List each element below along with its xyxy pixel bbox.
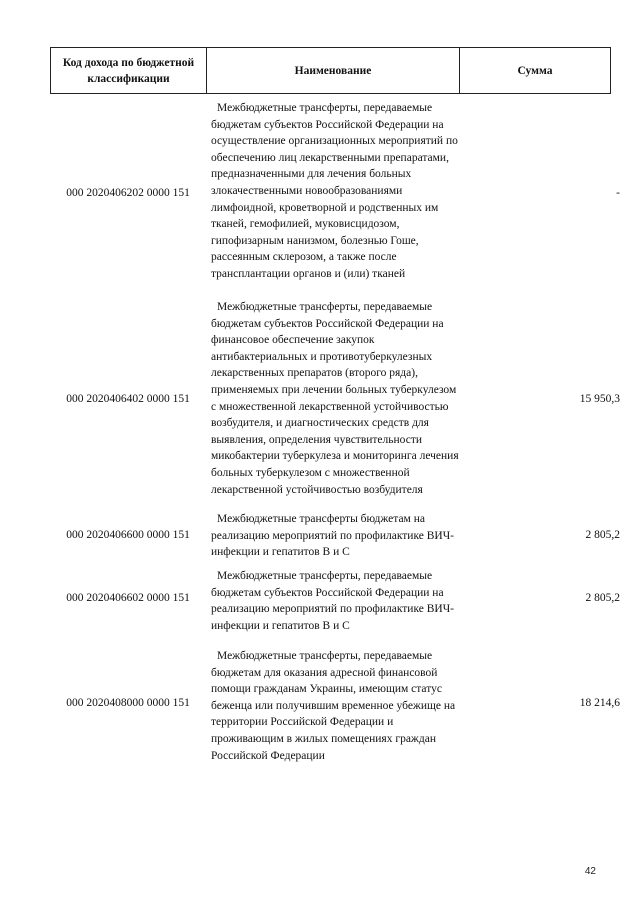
row-code: 000 2020406602 0000 151 bbox=[66, 592, 190, 604]
table-header bbox=[50, 47, 611, 94]
row-code: 000 2020406202 0000 151 bbox=[66, 187, 190, 199]
row-name: Межбюджетные трансферты, передаваемые бюджетам субъектов Российской Федерации на реализацию мероприятий по профилактике ВИЧ-инфекции и гепатитов В и С bbox=[211, 570, 455, 632]
row-name: Межбюджетные трансферты, передаваемые бюджетам для оказания адресной финансовой помощи гражданам Украины, имеющим статус беженца или получившим временное убежище на территории Российской Федерации и проживающим в жилых помещениях граждан Российской Федерации bbox=[211, 650, 456, 762]
row-name: Межбюджетные трансферты, передаваемые бюджетам субъектов Российской Федерации на осуществление организационных мероприятий по обеспечению лиц лекарственными препаратами, предназначенными для лечения больных злокачественными новообразованиями лимфоидной, кроветворной и родственных им тканей, гемофилией, муковисцидозом, гипофизарным нанизмом, болезнью Гоше, рассеянным склерозом, а также после трансплантации органов и (или) тканей bbox=[211, 102, 458, 280]
row-sum: 18 214,6 bbox=[579, 697, 620, 709]
row-sum: 2 805,2 bbox=[585, 529, 620, 541]
row-sum: 15 950,3 bbox=[579, 393, 620, 405]
header-sum-column: Сумма bbox=[517, 64, 553, 77]
row-sum: - bbox=[616, 187, 620, 199]
row-code: 000 2020406600 0000 151 bbox=[66, 529, 190, 541]
row-code: 000 2020408000 0000 151 bbox=[66, 697, 190, 709]
header-code-column: Код дохода по бюджетной классификации bbox=[51, 48, 207, 93]
page-number: 42 bbox=[584, 866, 596, 877]
row-code: 000 2020406402 0000 151 bbox=[66, 393, 190, 405]
row-name: Межбюджетные трансферты, передаваемые бюджетам субъектов Российской Федерации на финансовое обеспечение закупок антибактериальных и противотуберкулезных лекарственных препаратов (второго ряда), применяемых при лечении больных туберкулезом с множественной лекарственной устойчивостью возбудителя, и диагностических средств для выявления, определения чувствительности микобактерии туберкулеза и мониторинга лечения больных туберкулезом с множественной лекарственной устойчивостью возбудителя bbox=[211, 301, 459, 496]
row-name: Межбюджетные трансферты бюджетам на реализацию мероприятий по профилактике ВИЧ-инфекции и гепатитов В и С bbox=[211, 513, 455, 559]
header-name-column: Наименование bbox=[207, 48, 460, 93]
row-sum: 2 805,2 bbox=[585, 592, 620, 604]
